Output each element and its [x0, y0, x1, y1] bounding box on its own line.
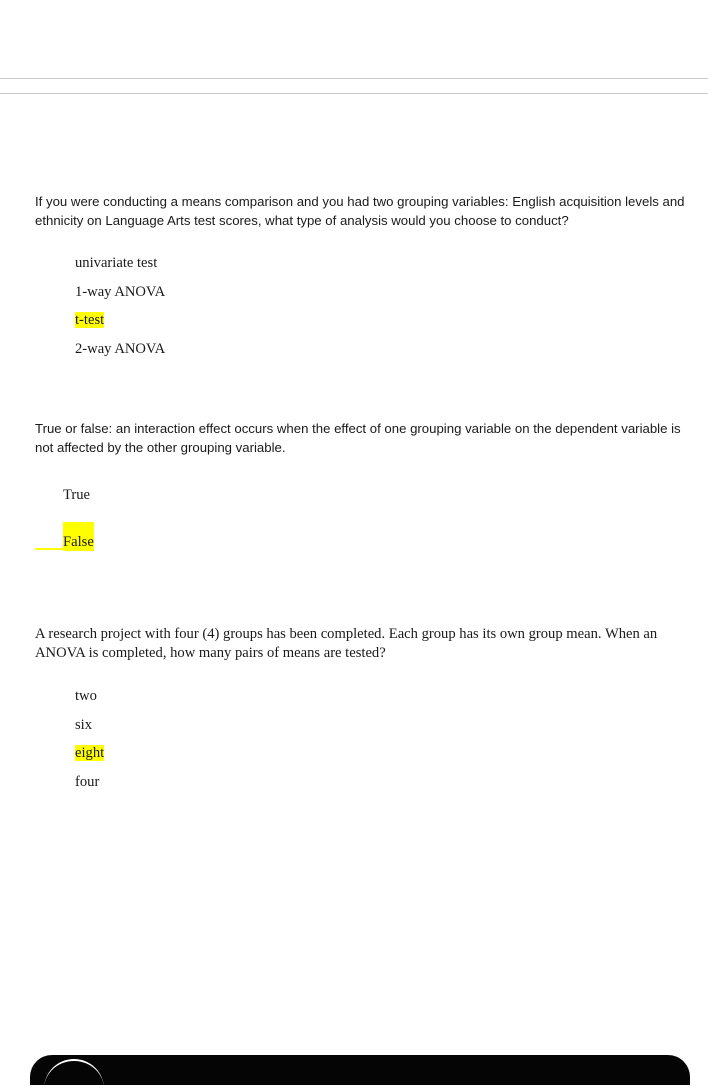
- highlighted-option-label: t-test: [75, 312, 105, 328]
- highlighted-option-label: False: [63, 534, 94, 550]
- option-univariate-test[interactable]: [75, 254, 157, 272]
- option-true[interactable]: [63, 486, 90, 504]
- option-label: univariate test: [75, 255, 158, 271]
- option-label: 2-way ANOVA: [75, 341, 166, 357]
- option-label: six: [75, 717, 93, 733]
- bottom-bar: [30, 1055, 690, 1085]
- highlighted-option-label: eight: [75, 745, 105, 761]
- question-2-text: True or false: an interaction effect occurs when the effect of one grouping variable on the dependent variable is not affected by the other grouping variable.: [35, 421, 681, 455]
- option-label: two: [75, 688, 97, 704]
- option-two[interactable]: [75, 687, 97, 705]
- option-2-way-anova[interactable]: [75, 340, 165, 358]
- option-1-way-anova[interactable]: [75, 283, 165, 301]
- option-label: four: [75, 774, 100, 790]
- option-label: 1-way ANOVA: [75, 284, 166, 300]
- option-label: True: [63, 487, 91, 503]
- page-header-rule: [0, 78, 708, 94]
- option-t-test[interactable]: [75, 311, 104, 329]
- option-eight[interactable]: [75, 744, 104, 762]
- question-1-text: If you were conducting a means comparison and you had two grouping variables: English acquisition levels and ethnicity on Language Arts test scores, what type of analysis would you choose to conduct?: [35, 194, 685, 228]
- bottom-bar-knob: [44, 1059, 104, 1089]
- highlight-underline-mark: [35, 548, 63, 550]
- option-four[interactable]: [75, 773, 99, 791]
- option-six[interactable]: [75, 716, 92, 734]
- question-3-text: A research project with four (4) groups has been completed. Each group has its own group mean. When an ANOVA is completed, how many pairs of means are tested?: [35, 626, 658, 661]
- option-false[interactable]: [63, 522, 94, 551]
